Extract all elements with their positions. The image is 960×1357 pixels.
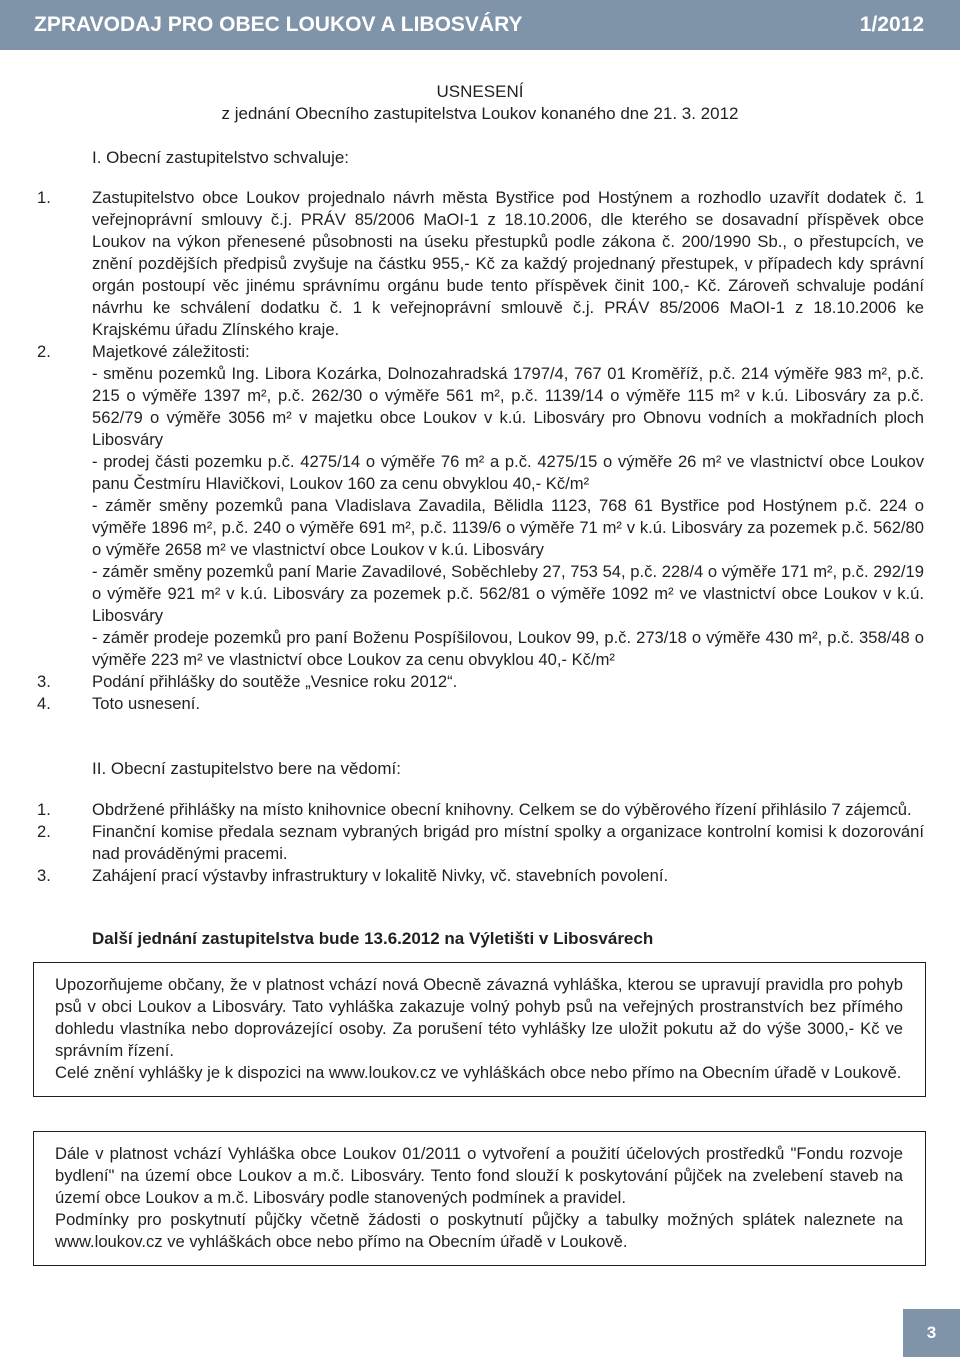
item-text: - směnu pozemků Ing. Libora Kozárka, Dolnozahradská 1797/4, 767 01 Kroměříž, p.č. 214 výměře 983 m², p.č. 215 o výměře 1397 m², p.č. 262/30 o výměře 561 m², p.č. 1139/14 o výměře 115 m² v k.ú. Libosváry za p.č. 562/79 o výměře 3056 m² v majetku obce Loukov v k.ú. Libosváry pro Obnovu vodních a mokřadních ploch Libosváry: [92, 364, 924, 449]
item-number: 1.: [37, 188, 51, 207]
item-text: Majetkové záležitosti:: [92, 342, 250, 361]
item-text: - záměr směny pozemků pana Vladislava Zavadila, Bělidla 1123, 768 61 Bystřice pod Hostýnem p.č. 224 o výměře 1896 m², p.č. 240 o výměře 691 m², p.č. 1139/6 o výměře 71 m² v k.ú. Libosváry za pozemek p.č. 562/80 o výměře 2658 m² ve vlastnictví obce Loukov v k.ú. Libosváry: [92, 496, 924, 559]
item-text: Zastupitelstvo obce Loukov projednalo návrh města Bystřice pod Hostýnem a rozhodlo uzavřít dodatek č. 1 veřejnoprávní smlouvy č.j. PRÁV 85/2006 MaOI-1 z 18.10.2006, dle kterého se dosavadní příspěvek obce Loukov na výkon přenesené působnosti na úseku přestupků podle zákona č. 200/1990 Sb., o přestupcích, ve znění pozdějších předpisů zvyšuje na částku 955,- Kč za každý projednaný přestupek, v případech kdy správní orgán postoupí věc jinému správnímu orgánu bude tento příspěvek činit 100,- Kč. Zároveň schvaluje podání návrhu ke schválení dodatku č. 1 k veřejnoprávní smlouvě č.j. PRÁV 85/2006 MaOI-1 z 18.10.2006 ke Krajskému úřadu Zlínského kraje.: [92, 188, 924, 339]
section-notes-heading: II. Obecní zastupitelstvo bere na vědomí:: [92, 759, 401, 778]
resolution-title: USNESENÍ: [436, 82, 524, 101]
next-meeting-note: Další jednání zastupitelstva bude 13.6.2012 na Výletišti v Libosvárech: [92, 929, 654, 948]
item-number: 2.: [37, 822, 51, 841]
list-item: [37, 799, 924, 821]
resolution-subtitle: z jednání Obecního zastupitelstva Loukov konaného dne 21. 3. 2012: [221, 104, 739, 123]
item-text: Toto usnesení.: [92, 694, 200, 713]
item-text: Podání přihlášky do soutěže „Vesnice roku 2012“.: [92, 672, 458, 691]
page-number: 3: [903, 1309, 960, 1357]
item-number: 1.: [37, 800, 51, 819]
newsletter-header: [0, 0, 960, 50]
notice-text: Upozorňujeme občany, že v platnost vchází nová Obecně závazná vyhláška, kterou se upravují pravidla pro pohyb psů v obci Loukov a Libosváry. Tato vyhláška zakazuje volný pohyb psů na veřejných prostranstvích bez přímého dohledu vlastníka nebo doprovázející osoby. Za porušení této vyhlášky lze uložit pokutu až do výše 3000,- Kč ve správním řízení.: [55, 975, 903, 1060]
dog-regulation-notice: [33, 962, 926, 1097]
item-number: 3.: [37, 866, 51, 885]
notes-list: [37, 799, 924, 887]
section-approves-heading: I. Obecní zastupitelstvo schvaluje:: [92, 148, 350, 167]
item-number: 4.: [37, 694, 51, 713]
list-item: [37, 693, 924, 715]
item-text: Obdržené přihlášky na místo knihovnice obecní knihovny. Celkem se do výběrového řízení přihlásilo 7 zájemců.: [92, 800, 912, 819]
item-text: - prodej části pozemku p.č. 4275/14 o výměře 76 m² a p.č. 4275/15 o výměře 26 m² ve vlastnictví obce Loukov panu Čestmíru Hlavičkovi, Loukov 160 za cenu obvyklou 40,- Kč/m²: [92, 452, 924, 493]
notice-text: Dále v platnost vchází Vyhláška obce Loukov 01/2011 o vytvoření a použití účelových prostředků "Fondu rozvoje bydlení" na území obce Loukov a m.č. Libosváry. Tento fond slouží k poskytování půjček na zvelebení staveb na území obce Loukov a m.č. Libosváry podle stanovených podmínek a pravidel.: [55, 1144, 903, 1207]
list-item: [37, 865, 924, 887]
list-item: [37, 187, 924, 341]
item-number: 2.: [37, 342, 51, 361]
item-text: - záměr směny pozemků paní Marie Zavadilové, Soběchleby 27, 753 54, p.č. 228/4 o výměře 171 m², p.č. 292/19 o výměře 921 m² v k.ú. Libosváry za pozemek p.č. 562/81 o výměře 1092 m² ve vlastnictví obce Loukov v k.ú. Libosváry: [92, 562, 924, 625]
issue-number: 1/2012: [859, 13, 924, 36]
list-item: [37, 671, 924, 693]
item-number: 3.: [37, 672, 51, 691]
housing-fund-notice: [33, 1131, 926, 1266]
newsletter-title: ZPRAVODAJ PRO OBEC LOUKOV A LIBOSVÁRY: [34, 13, 523, 36]
approves-list: [37, 187, 924, 715]
notice-text: Podmínky pro poskytnutí půjčky včetně žádosti o poskytnutí půjčky a tabulky možných splátek naleznete na www.loukov.cz ve vyhláškách obce nebo přímo na Obecním úřadě v Loukově.: [55, 1210, 903, 1251]
list-item: [37, 341, 924, 671]
item-text: - záměr prodeje pozemků pro paní Boženu Pospíšilovou, Loukov 99, p.č. 273/18 o výměře 430 m², p.č. 358/48 o výměře 223 m² ve vlastnictví obce Loukov za cenu obvyklou 40,- Kč/m²: [92, 628, 924, 669]
item-text: Zahájení prací výstavby infrastruktury v lokalitě Nivky, vč. stavebních povolení.: [92, 866, 669, 885]
notice-text: Celé znění vyhlášky je k dispozici na www.loukov.cz ve vyhláškách obce nebo přímo na Obecním úřadě v Loukově.: [55, 1063, 902, 1082]
item-text: Finanční komise předala seznam vybraných brigád pro místní spolky a organizace kontrolní komisi k dozorování nad prováděnými pracemi.: [92, 822, 924, 863]
list-item: [37, 821, 924, 865]
